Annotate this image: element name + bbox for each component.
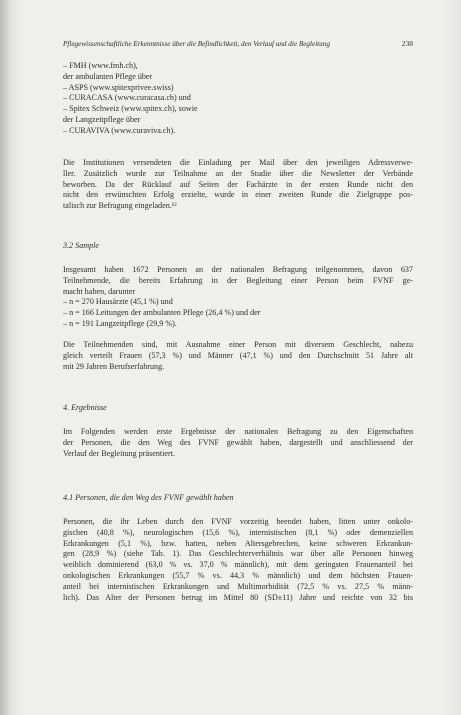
running-title: Pflegewissenschaftliche Erkenntnisse über die Befindlichkeit, den Verlauf und die Begleitung: [63, 39, 330, 48]
text-line: der Personen, die den Weg des FVNF gewählt haben, dargestellt und anschliessend der: [63, 437, 413, 447]
paragraph-invitation: [63, 158, 413, 212]
list-item: – n = 166 Leitungen der ambulanten Pflege (26,4 %) und der: [63, 308, 261, 318]
results-intro: [63, 427, 413, 459]
list-item: – n = 270 Hausärzte (45,1 %) und: [63, 297, 173, 307]
paragraph-participants: [63, 340, 413, 372]
list-item: der ambulanten Pflege über: [63, 71, 153, 81]
text-line: gischen (40,8 %), neurologischen (15,6 %), internistischen (8,1 %) oder demenziellen: [63, 527, 413, 537]
list-item: – Spitex Schweiz (www.spitex.ch), sowie: [63, 104, 198, 114]
text-line: weiblich dominierend (63,0 % vs. 37,0 % männlich), mit dem geringsten Frauenanteil bei: [63, 560, 413, 570]
text-line: Die Institutionen versendeten die Einladung per Mail über den jeweiligen Adressverwe-: [63, 158, 413, 167]
text-line: Insgesamt haben 1672 Personen an der nationalen Befragung teilgenommen, davon 637: [63, 265, 413, 274]
list-item: – CURAVIVA (www.curaviva.ch).: [63, 125, 176, 135]
list-item: – n = 191 Langzeitpflege (29,9 %).: [63, 318, 177, 328]
running-head: [63, 39, 413, 51]
text-line: gen (28,9 %) (siehe Tab. 1). Das Geschlechterverhältnis war über alle Personen hinweg: [63, 549, 413, 559]
text-line: nicht den erwünschten Erfolg erzielte, wurde in einer zweiten Runde die Zielgruppe pos-: [63, 190, 413, 200]
section-heading-sample: 3.2 Sample: [63, 241, 99, 250]
text-line: Verlauf der Begleitung präsentiert.: [63, 448, 175, 458]
list-item: der Langzeitpflege über: [63, 114, 141, 124]
persons-paragraph: [63, 517, 413, 603]
text-line: talisch zur Befragung eingeladen.¹²: [63, 201, 177, 211]
binding-shadow: [0, 0, 10, 715]
list-item: – ASPS (www.spitexprivee.swiss): [63, 82, 174, 92]
list-item: – CURACASA (www.curacasa.ch) und: [63, 93, 191, 103]
text-line: beworben. Da der Rücklauf auf Seiten der Fachärzte in der ersten Runde nicht den: [63, 179, 413, 189]
page-number: 238: [401, 39, 413, 48]
text-line: gleich verteilt Frauen (57,3 %) und Männer (47,1 %) und den Durchschnitt 51 Jahre alt: [63, 350, 413, 360]
text-line: Personen, die ihr Leben durch den FVNF vorzeitig beendet haben, litten unter onkolo-: [63, 517, 413, 526]
text-line: Erkrankungen (5,1 %), bzw. hatten, neben Altersgebrechen, keine schweren Erkrankun-: [63, 538, 413, 548]
text-line: Teilnehmende, die bereits Erfahrung in der Begleitung einer Person beim FVNF ge-: [63, 275, 413, 285]
section-heading-persons: 4.1 Personen, die den Weg des FVNF gewählt haben: [63, 493, 234, 502]
text-line: Die Teilnehmenden sind, mit Ausnahme einer Person mit diversem Geschlecht, nahezu: [63, 340, 413, 349]
text-line: anteil bei internistischen Erkrankungen und Multimorbidität (72,5 % vs. 27,5 % männ-: [63, 581, 413, 591]
text-line: onkologischen Erkrankungen (55,7 % vs. 44,3 % männlich) und dem höchsten Frauen-: [63, 570, 413, 580]
list-item: – FMH (www.fmh.ch),: [63, 61, 138, 70]
text-line: mit 29 Jahren Berufserfahrung.: [63, 361, 165, 371]
section-heading-results: 4. Ergebnisse: [63, 403, 107, 412]
institution-list: [63, 61, 413, 137]
text-line: macht haben, darunter: [63, 286, 136, 296]
text-line: Im Folgenden werden erste Ergebnisse der nationalen Befragung zu den Eigenschaften: [63, 427, 413, 436]
sample-description: [63, 265, 413, 330]
text-line: lich). Das Alter der Personen betrug im Mittel 80 (SD±11) Jahre und reichte von 32 bis: [63, 592, 413, 602]
text-line: ller. Zusätzlich wurde zur Teilnahme an der Studie über die Newsletter der Verbände: [63, 168, 413, 178]
